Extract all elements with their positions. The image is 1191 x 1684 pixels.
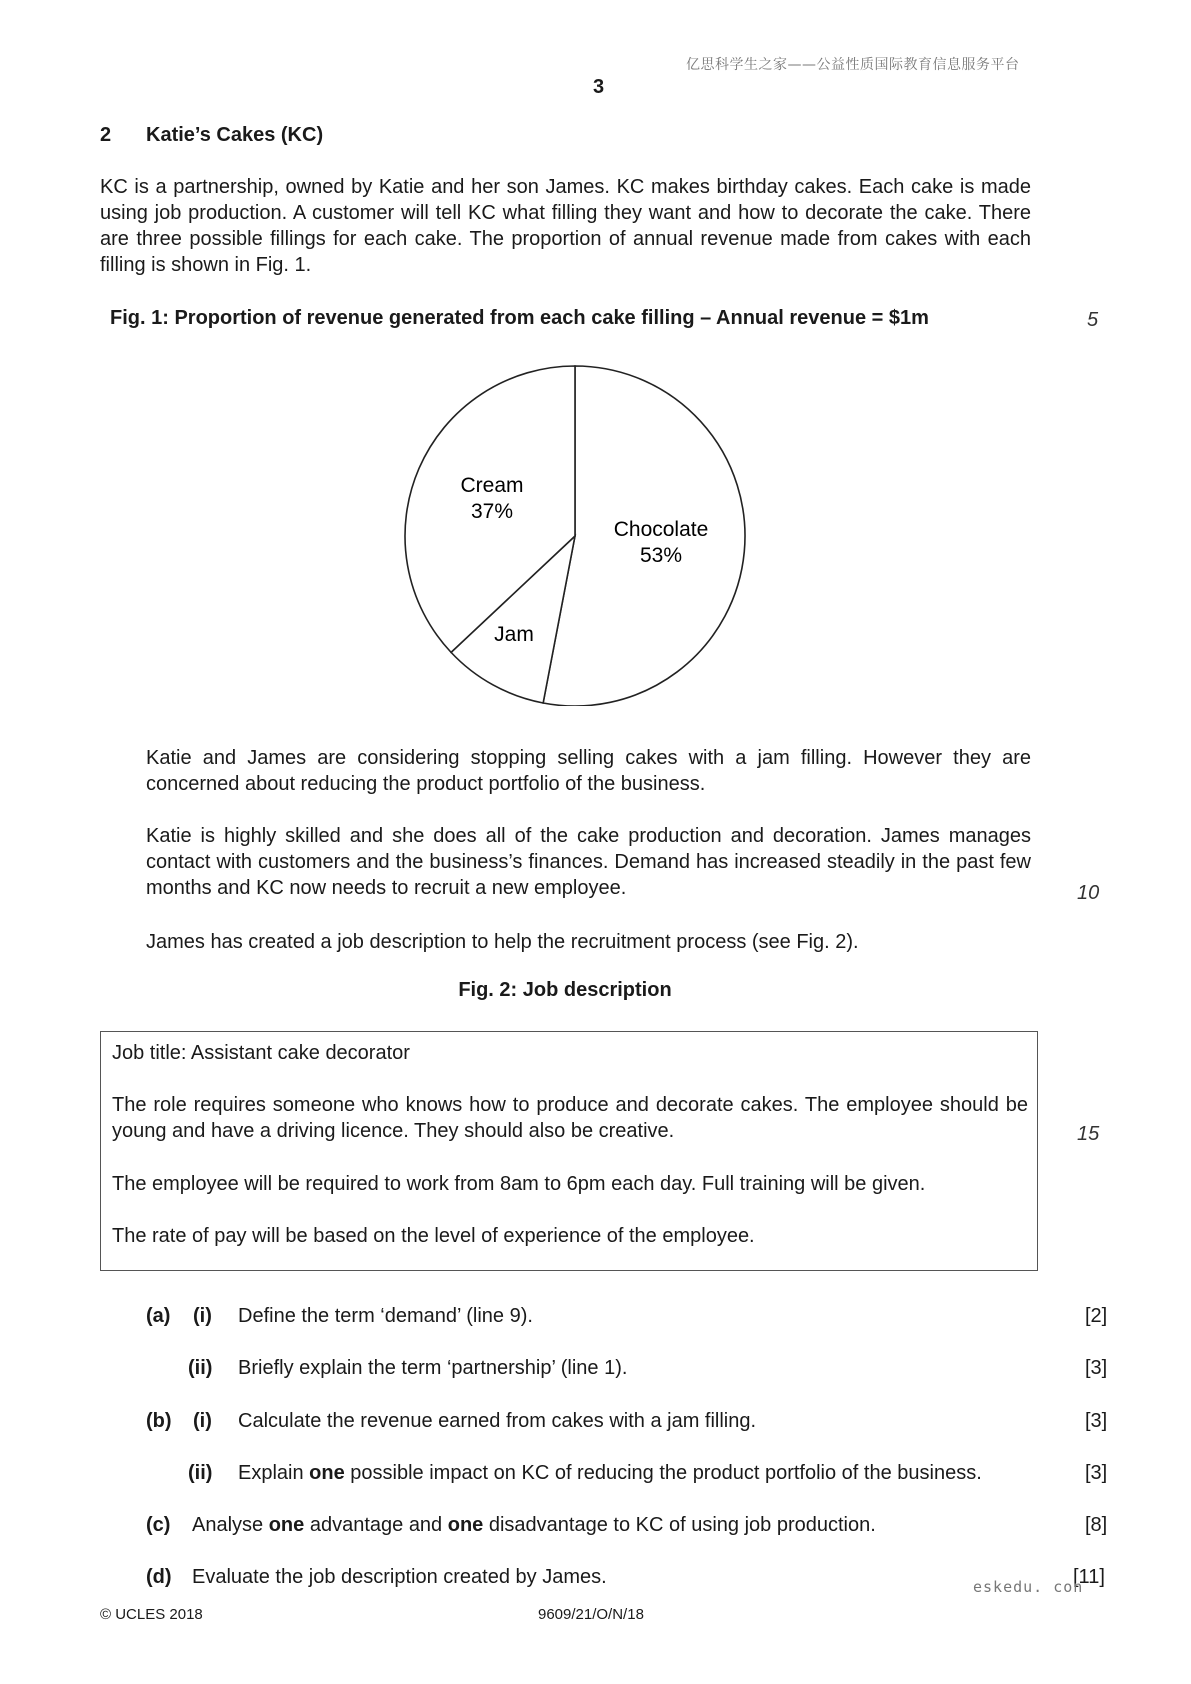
job-hours: The employee will be required to work from 8am to 6pm each day. Full training will be given. — [112, 1173, 926, 1195]
part-a-label: (a) — [146, 1305, 171, 1327]
part-b-i-marks: [3] — [1085, 1410, 1108, 1432]
part-b-ii-text — [238, 1462, 982, 1485]
pie-label-cream: Cream — [460, 474, 524, 497]
part-b-ii-bold: one — [309, 1462, 345, 1484]
question-title: Katie’s Cakes (KC) — [146, 124, 324, 146]
part-c-marks: [8] — [1085, 1514, 1108, 1536]
question-number: 2 — [100, 124, 112, 146]
part-c-label: (c) — [146, 1514, 171, 1536]
fig1-caption: Fig. 1: Proportion of revenue generated from each cake filling – Annual revenue = $1m — [110, 307, 929, 329]
part-b-i-text: Calculate the revenue earned from cakes with a jam filling. — [238, 1410, 757, 1432]
header-watermark: 亿思科学生之家——公益性质国际教育信息服务平台 — [686, 57, 1020, 73]
part-b-ii-label: (ii) — [188, 1462, 213, 1484]
part-c-bold2: one — [447, 1514, 484, 1536]
part-b-i-label: (i) — [193, 1410, 212, 1432]
line-number-10: 10 — [1077, 882, 1100, 904]
pie-value-chocolate: 53% — [639, 544, 683, 567]
paragraph-job-description: James has created a job description to help the recruitment process (see Fig. 2). — [146, 931, 859, 953]
part-c-post: disadvantage to KC of using job production. — [483, 1514, 876, 1536]
intro-paragraph: KC is a partnership, owned by Katie and her son James. KC makes birthday cakes. Each cake is made using job production. A customer will tell KC what filling they want and how to decorate the cake. There are three possible fillings for each cake. The proportion of annual revenue made from cakes with each filling is shown in Fig. 1. — [100, 176, 1031, 276]
part-c-text — [192, 1514, 876, 1537]
job-role: The role requires someone who knows how to produce and decorate cakes. The employee should be young and have a driving licence. They should also be creative. — [112, 1094, 1028, 1142]
part-c-bold1: one — [268, 1514, 305, 1536]
pie-label-jam: Jam — [494, 623, 534, 646]
part-d-text: Evaluate the job description created by James. — [192, 1566, 607, 1588]
part-a-ii-label: (ii) — [188, 1357, 213, 1379]
job-pay: The rate of pay will be based on the level of experience of the employee. — [112, 1225, 755, 1247]
part-a-i-text: Define the term ‘demand’ (line 9). — [238, 1305, 533, 1327]
part-a-ii-text: Briefly explain the term ‘partnership’ (line 1). — [238, 1357, 628, 1379]
part-c-pre: Analyse — [192, 1514, 269, 1536]
job-title: Job title: Assistant cake decorator — [112, 1042, 410, 1064]
part-d-marks: [11] — [1073, 1566, 1105, 1588]
part-b-label: (b) — [146, 1410, 172, 1432]
part-a-i-label: (i) — [193, 1305, 212, 1327]
footer-watermark: eskedu. con — [973, 1578, 1084, 1596]
question-heading — [100, 124, 323, 147]
part-a-i-marks: [2] — [1085, 1305, 1108, 1327]
pie-chart — [400, 356, 750, 706]
part-d-label: (d) — [146, 1566, 172, 1588]
line-number-5: 5 — [1087, 309, 1099, 331]
pie-value-cream: 37% — [470, 500, 514, 523]
footer-code: 9609/21/O/N/18 — [538, 1606, 644, 1623]
paragraph-jam-filling: Katie and James are considering stopping selling cakes with a jam filling. However they are concerned about reducing the product portfolio of the business. — [146, 747, 1031, 795]
part-a-ii-marks: [3] — [1085, 1357, 1108, 1379]
part-b-ii-marks: [3] — [1085, 1462, 1108, 1484]
part-c-mid: advantage and — [304, 1514, 448, 1536]
pie-label-chocolate: Chocolate — [613, 518, 709, 541]
line-number-15: 15 — [1077, 1123, 1100, 1145]
part-b-ii-post: possible impact on KC of reducing the product portfolio of the business. — [344, 1462, 982, 1484]
footer-copyright: © UCLES 2018 — [100, 1606, 203, 1623]
paragraph-katie-james: Katie is highly skilled and she does all of the cake production and decoration. James manages contact with customers and the business’s finances. Demand has increased steadily in the past few months and KC now needs to recruit a new employee. — [146, 825, 1031, 899]
page-number: 3 — [593, 76, 605, 98]
fig2-caption: Fig. 2: Job description — [458, 979, 672, 1001]
part-b-ii-pre: Explain — [238, 1462, 310, 1484]
